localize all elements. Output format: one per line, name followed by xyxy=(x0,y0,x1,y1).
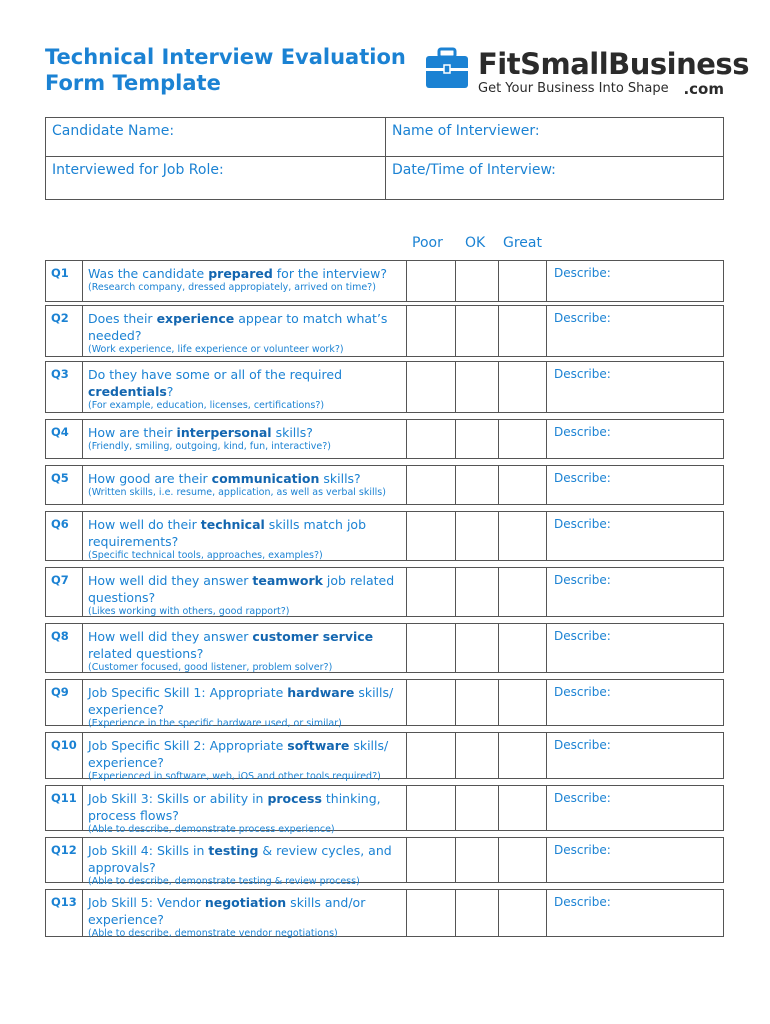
rating-header-ok: OK xyxy=(465,235,486,251)
question-text-pre: Job Specific Skill 1: Appropriate xyxy=(88,685,288,700)
question-text-pre: Does their xyxy=(88,311,157,326)
question-keyword: software xyxy=(287,738,350,753)
question-text-pre: Job Specific Skill 2: Appropriate xyxy=(88,738,288,753)
question-text-post: ? xyxy=(166,384,174,399)
question-text xyxy=(88,366,398,412)
rating-box-ok[interactable] xyxy=(455,420,498,458)
question-keyword: teamwork xyxy=(252,573,323,588)
title-line-2: Form Template xyxy=(45,71,221,95)
interview-datetime-field[interactable]: Date/Time of Interview: xyxy=(392,162,556,178)
rating-box-great[interactable] xyxy=(498,733,546,778)
rating-box-poor[interactable] xyxy=(406,568,455,616)
question-keyword: experience xyxy=(156,311,235,326)
question-text xyxy=(88,470,398,499)
logo-wordmark: FitSmallBusiness xyxy=(478,47,749,81)
question-row xyxy=(45,305,724,357)
question-text-post: for the interview? xyxy=(272,266,387,281)
rating-box-great[interactable] xyxy=(498,420,546,458)
question-row xyxy=(45,567,724,617)
question-text xyxy=(88,516,398,562)
rating-box-great[interactable] xyxy=(498,261,546,301)
question-text-post: & review cycles, and approvals? xyxy=(88,843,392,875)
question-text-pre: Job Skill 4: Skills in xyxy=(88,843,209,858)
rating-box-ok[interactable] xyxy=(455,261,498,301)
question-row xyxy=(45,679,724,729)
question-text-post: skills? xyxy=(319,471,361,486)
question-hint: (Experience in the specific hardware used, or similar) xyxy=(88,718,342,729)
question-number: Q1 xyxy=(46,261,83,301)
question-number: Q9 xyxy=(46,680,83,725)
question-hint: (Written skills, i.e. resume, application, as well as verbal skills) xyxy=(88,487,386,498)
question-text-pre: How are their xyxy=(88,425,177,440)
question-keyword: negotiation xyxy=(204,895,287,910)
question-row xyxy=(45,623,724,673)
question-keyword: credentials xyxy=(88,384,167,399)
describe-label: Describe: xyxy=(554,367,611,381)
rating-box-great[interactable] xyxy=(498,786,546,830)
question-hint: (For example, education, licenses, certifications?) xyxy=(88,400,325,411)
question-text-pre: Do they have some or all of the required xyxy=(88,367,342,382)
question-text xyxy=(88,310,398,356)
question-number: Q8 xyxy=(46,624,83,672)
question-number: Q6 xyxy=(46,512,83,560)
page-title xyxy=(45,44,415,96)
question-row xyxy=(45,465,724,505)
question-hint: (Customer focused, good listener, problem solver?) xyxy=(88,662,333,673)
question-row xyxy=(45,732,724,782)
question-number: Q5 xyxy=(46,466,83,504)
question-hint: (Specific technical tools, approaches, examples?) xyxy=(88,550,323,561)
question-hint: (Able to describe, demonstrate vendor negotiations) xyxy=(88,928,338,939)
question-hint: (Able to describe, demonstrate process experience) xyxy=(88,824,335,835)
rating-box-poor[interactable] xyxy=(406,624,455,672)
question-text-pre: Job Skill 3: Skills or ability in xyxy=(88,791,268,806)
question-keyword: testing xyxy=(208,843,259,858)
question-text xyxy=(88,628,398,674)
question-row xyxy=(45,511,724,561)
rating-box-great[interactable] xyxy=(498,512,546,560)
question-text xyxy=(88,842,398,888)
rating-box-ok[interactable] xyxy=(455,680,498,725)
rating-box-ok[interactable] xyxy=(455,733,498,778)
rating-box-great[interactable] xyxy=(498,466,546,504)
rating-box-poor[interactable] xyxy=(406,733,455,778)
question-number: Q7 xyxy=(46,568,83,616)
question-row xyxy=(45,889,724,937)
describe-label: Describe: xyxy=(554,517,611,531)
rating-box-poor[interactable] xyxy=(406,362,455,412)
rating-box-poor[interactable] xyxy=(406,306,455,356)
describe-label: Describe: xyxy=(554,573,611,587)
describe-label: Describe: xyxy=(554,843,611,857)
question-row xyxy=(45,260,724,302)
describe-label: Describe: xyxy=(554,266,611,280)
question-keyword: customer service xyxy=(252,629,374,644)
question-text-post: skills/ experience? xyxy=(88,685,394,717)
question-hint: (Friendly, smiling, outgoing, kind, fun, interactive?) xyxy=(88,441,331,452)
question-text-post: job related questions? xyxy=(88,573,395,605)
rating-header-great: Great xyxy=(503,235,542,251)
rating-box-great[interactable] xyxy=(498,890,546,936)
question-keyword: interpersonal xyxy=(176,425,272,440)
title-line-1: Technical Interview Evaluation xyxy=(45,45,406,69)
rating-box-ok[interactable] xyxy=(455,624,498,672)
question-text-post: skills/ experience? xyxy=(88,738,389,770)
rating-box-great[interactable] xyxy=(498,362,546,412)
describe-label: Describe: xyxy=(554,685,611,699)
question-text xyxy=(88,894,398,940)
question-text-post: thinking, process flows? xyxy=(88,791,381,823)
question-hint: (Likes working with others, good rapport?) xyxy=(88,606,290,617)
question-row xyxy=(45,837,724,887)
question-number: Q11 xyxy=(46,786,83,830)
rating-box-great[interactable] xyxy=(498,568,546,616)
describe-label: Describe: xyxy=(554,738,611,752)
describe-label: Describe: xyxy=(554,425,611,439)
rating-box-poor[interactable] xyxy=(406,680,455,725)
question-text-pre: How well did they answer xyxy=(88,573,253,588)
question-number: Q3 xyxy=(46,362,83,412)
question-row xyxy=(45,785,724,835)
question-text-post: related questions? xyxy=(88,646,204,661)
question-number: Q2 xyxy=(46,306,83,356)
question-text-pre: How well do their xyxy=(88,517,201,532)
question-text-post: skills and/or experience? xyxy=(88,895,366,927)
rating-box-great[interactable] xyxy=(498,838,546,882)
question-keyword: hardware xyxy=(287,685,355,700)
rating-box-ok[interactable] xyxy=(455,306,498,356)
describe-label: Describe: xyxy=(554,311,611,325)
question-text-post: skills match job requirements? xyxy=(88,517,367,549)
interview-info-table xyxy=(45,117,724,200)
rating-box-ok[interactable] xyxy=(455,838,498,882)
question-hint: (Work experience, life experience or volunteer work?) xyxy=(88,344,344,355)
describe-label: Describe: xyxy=(554,895,611,909)
candidate-name-field[interactable]: Candidate Name: xyxy=(52,123,175,139)
rating-box-poor[interactable] xyxy=(406,838,455,882)
question-text xyxy=(88,737,398,783)
interviewer-name-field[interactable]: Name of Interviewer: xyxy=(392,123,540,139)
question-keyword: process xyxy=(267,791,322,806)
question-text-pre: How well did they answer xyxy=(88,629,253,644)
question-text-pre: Job Skill 5: Vendor xyxy=(88,895,205,910)
rating-box-poor[interactable] xyxy=(406,890,455,936)
logo-domain: .com xyxy=(683,80,724,98)
describe-label: Describe: xyxy=(554,791,611,805)
question-text-post: skills? xyxy=(271,425,313,440)
rating-box-poor[interactable] xyxy=(406,420,455,458)
rating-box-great[interactable] xyxy=(498,306,546,356)
question-text-pre: How good are their xyxy=(88,471,212,486)
question-keyword: technical xyxy=(200,517,265,532)
rating-box-ok[interactable] xyxy=(455,786,498,830)
question-text-pre: Was the candidate xyxy=(88,266,209,281)
rating-box-ok[interactable] xyxy=(455,512,498,560)
question-text xyxy=(88,684,398,730)
rating-box-poor[interactable] xyxy=(406,512,455,560)
question-row xyxy=(45,361,724,413)
logo-tagline-row xyxy=(478,81,724,97)
question-text-post: appear to match what’s needed? xyxy=(88,311,388,343)
rating-box-ok[interactable] xyxy=(455,466,498,504)
question-number: Q4 xyxy=(46,420,83,458)
rating-box-ok[interactable] xyxy=(455,890,498,936)
question-text xyxy=(88,572,398,618)
rating-header-poor: Poor xyxy=(412,235,443,251)
logo-tagline: Get Your Business Into Shape xyxy=(478,81,669,96)
question-text xyxy=(88,424,398,453)
question-keyword: communication xyxy=(211,471,320,486)
question-hint: (Research company, dressed appropiately, arrived on time?) xyxy=(88,282,376,293)
rating-box-ok[interactable] xyxy=(455,568,498,616)
describe-label: Describe: xyxy=(554,629,611,643)
question-hint: (Able to describe, demonstrate testing & review process) xyxy=(88,876,360,887)
job-role-field[interactable]: Interviewed for Job Role: xyxy=(52,162,224,178)
question-hint: (Experienced in software, web, iOS and other tools required?) xyxy=(88,771,381,782)
briefcase-logo-icon xyxy=(424,46,470,92)
question-keyword: prepared xyxy=(208,266,273,281)
question-text xyxy=(88,790,398,836)
question-number: Q10 xyxy=(46,733,83,778)
rating-box-great[interactable] xyxy=(498,680,546,725)
rating-box-ok[interactable] xyxy=(455,362,498,412)
rating-box-great[interactable] xyxy=(498,624,546,672)
rating-box-poor[interactable] xyxy=(406,786,455,830)
rating-box-poor[interactable] xyxy=(406,466,455,504)
question-number: Q13 xyxy=(46,890,83,936)
question-number: Q12 xyxy=(46,838,83,882)
rating-box-poor[interactable] xyxy=(406,261,455,301)
question-text xyxy=(88,265,398,294)
question-row xyxy=(45,419,724,459)
describe-label: Describe: xyxy=(554,471,611,485)
